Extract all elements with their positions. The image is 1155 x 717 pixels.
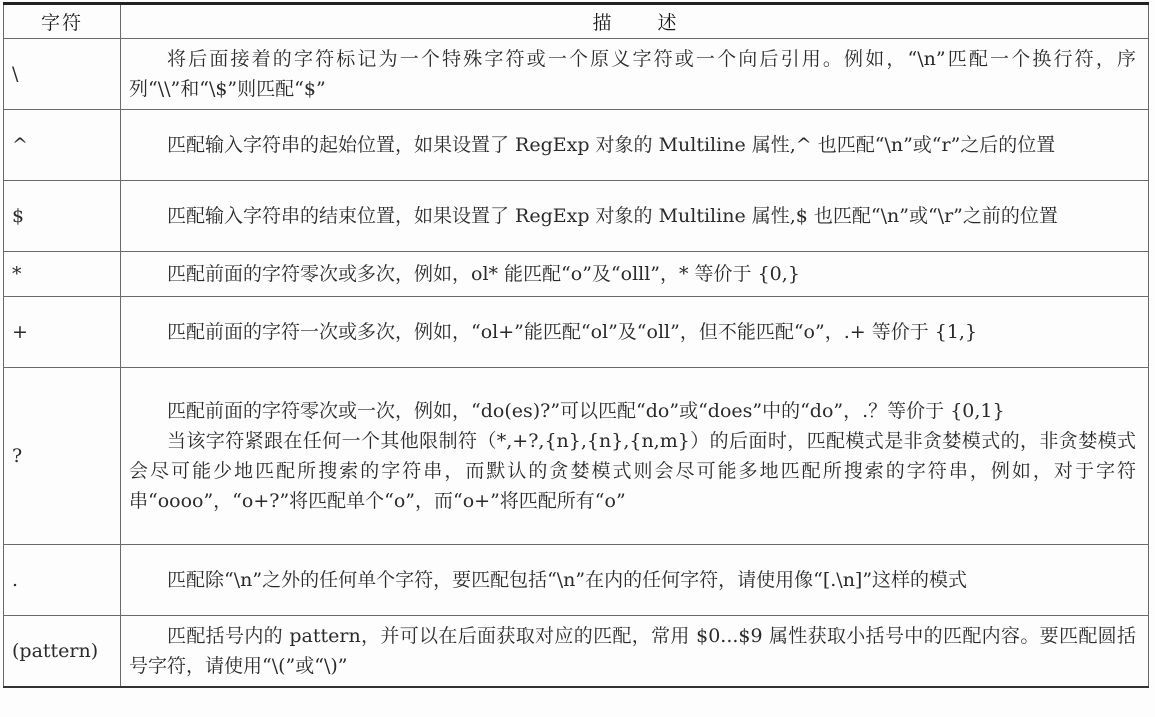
char-cell: $ bbox=[4, 181, 121, 252]
char-cell: + bbox=[4, 297, 121, 368]
description-cell: 匹配前面的字符一次或多次，例如，“ol+”能匹配“ol”及“oll”，但不能匹配“o”，.+ 等价于 {1,} bbox=[121, 297, 1149, 368]
description-cell: 将后面接着的字符标记为一个特殊字符或一个原义字符或一个向后引用。例如，“\n”匹配一个换行符，序列“\\”和“\$”则匹配“$” bbox=[121, 39, 1149, 110]
char-cell: * bbox=[4, 252, 121, 297]
char-cell: . bbox=[4, 545, 121, 616]
table-row bbox=[4, 181, 1149, 252]
table-row bbox=[4, 545, 1149, 616]
description-cell: 匹配输入字符串的起始位置，如果设置了 RegExp 对象的 Multiline 属性,^ 也匹配“\n”或“r”之后的位置 bbox=[121, 110, 1149, 181]
char-cell: ^ bbox=[4, 110, 121, 181]
description-cell: 匹配输入字符串的结束位置，如果设置了 RegExp 对象的 Multiline 属性,$ 也匹配“\n”或“\r”之前的位置 bbox=[121, 181, 1149, 252]
char-cell: \ bbox=[4, 39, 121, 110]
char-cell: (pattern) bbox=[4, 616, 121, 688]
regex-metacharacter-table bbox=[3, 2, 1149, 688]
description-cell: 匹配前面的字符零次或多次，例如，ol* 能匹配“o”及“olll”，* 等价于 {0,} bbox=[121, 252, 1149, 297]
header-row bbox=[4, 4, 1149, 39]
table-row bbox=[4, 297, 1149, 368]
description-cell: 匹配括号内的 pattern，并可以在后面获取对应的匹配，常用 $0...$9 属性获取小括号中的匹配内容。要匹配圆括号字符，请使用“\(”或“\)” bbox=[121, 616, 1149, 688]
header-char: 字符 bbox=[4, 4, 121, 39]
table-row bbox=[4, 252, 1149, 297]
char-cell: ? bbox=[4, 368, 121, 545]
description-cell: 匹配除“\n”之外的任何单个字符，要匹配包括“\n”在内的任何字符，请使用像“[.\n]”这样的模式 bbox=[121, 545, 1149, 616]
table-row bbox=[4, 368, 1149, 545]
description-cell: 匹配前面的字符零次或一次，例如，“do(es)?”可以匹配“do”或“does”中的“do”，.？等价于 {0,1} 当该字符紧跟在任何一个其他限制符（*,+?,{n},{n},{n,m}）的后面时，匹配模式是非贪婪模式的，非贪婪模式会尽可能少地匹配所搜索的字符串，而默认的贪婪模式则会尽可能多地匹配所搜索的字符串，例如，对于字符串“oooo”，“o+?”将匹配单个“o”，而“o+”将匹配所有“o” bbox=[121, 368, 1149, 545]
table-row bbox=[4, 616, 1149, 688]
header-description: 描述 bbox=[121, 4, 1149, 39]
table-row bbox=[4, 110, 1149, 181]
table-row bbox=[4, 39, 1149, 110]
